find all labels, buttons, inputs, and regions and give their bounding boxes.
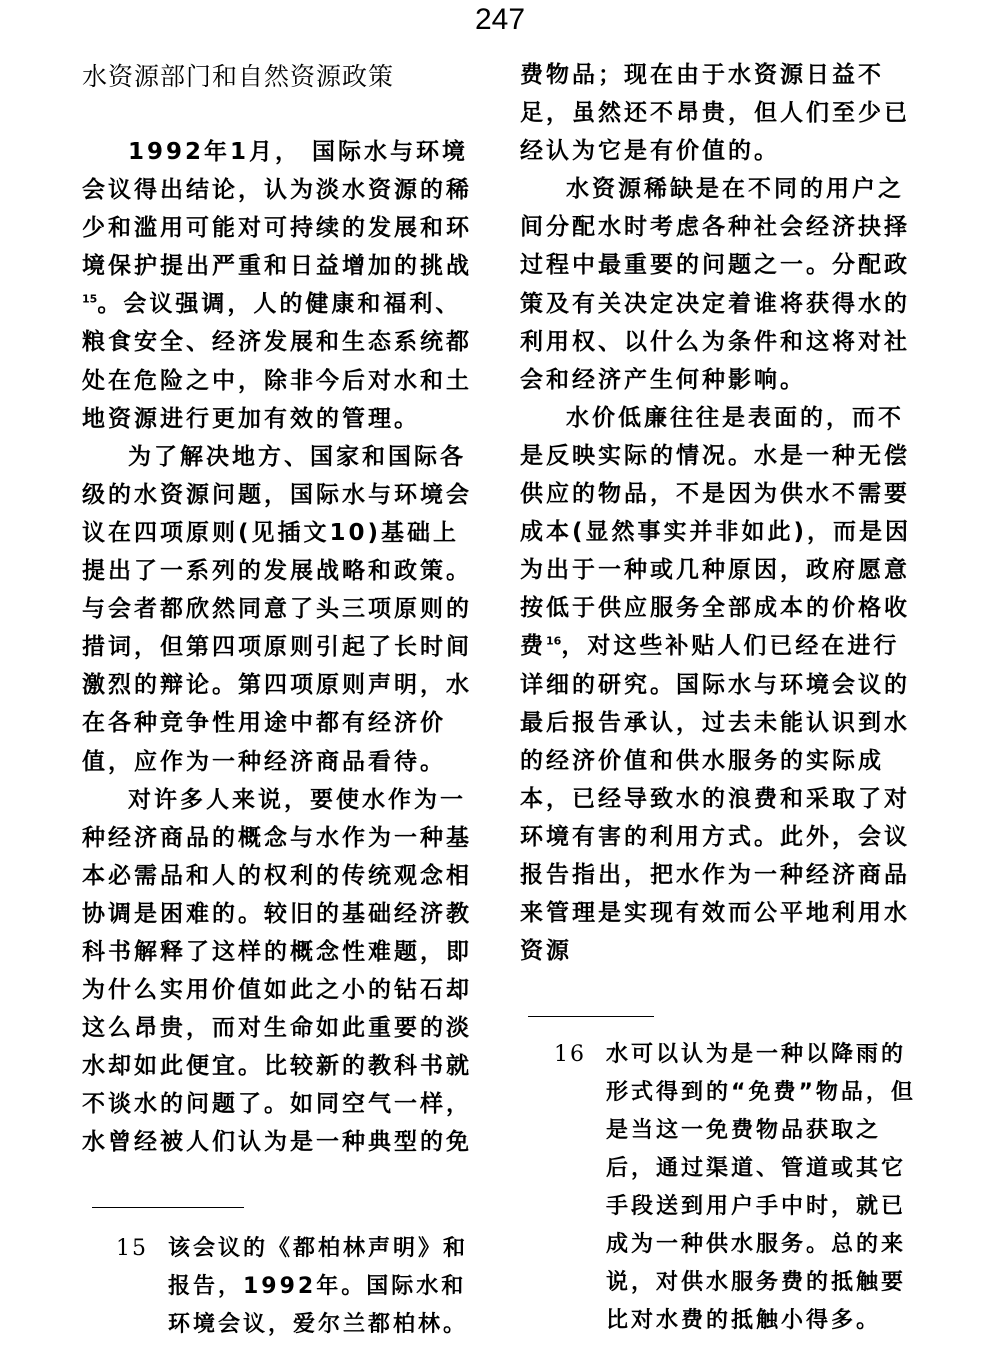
paragraph-text: 。会议强调，人的健康和福利、粮食安全、经济发展和生态系统都处在危险之中，除非今后对水和土地资源进行更加有效的管理。 xyxy=(82,291,472,432)
paragraph: 对许多人来说，要使水作为一种经济商品的概念与水作为一种基本必需品和人的权利的传统观念相协调是困难的。较旧的基础经济教科书解释了这样的概念性难题，即为什么实用价值如此之小的钻石却这么昂贵，而对生命如此重要的淡水却如此便宜。比较新的教科书就不谈水的问题了。如同空气一样，水曾经被人们认为是一种典型的免 xyxy=(82,786,472,1156)
footnote-number: 16 xyxy=(554,1042,586,1067)
footnote-number: 15 xyxy=(116,1236,148,1261)
paragraph xyxy=(520,399,920,970)
footnote-text: 该会议的《都柏林声明》和报告，1992年。国际水和环境会议，爱尔兰都柏林。 xyxy=(168,1236,469,1337)
footnote-text: 水可以认为是一种以降雨的形式得到的“免费”物品，但是当这一免费物品获取之后，通过渠道、管道或其它手段送到用户手中时，就已成为一种供水服务。总的来说，对供水服务费的抵触要比对水费的抵触小得多。 xyxy=(606,1042,916,1333)
paragraph-text: ，对这些补贴人们已经在进行详细的研究。国际水与环境会议的最后报告承认，过去未能认识到水的经济价值和供水服务的实际成本，已经导致水的浪费和采取了对环境有害的利用方式。此外，会议报告指出，把水作为一种经济商品来管理是实现有效而公平地利用水资源 xyxy=(520,633,910,965)
footnote-separator xyxy=(92,1207,244,1208)
footnote-ref-16: 16 xyxy=(546,634,562,648)
paragraph-text: 水价低廉往往是表面的，而不是反映实际的情况。水是一种无偿供应的物品，不是因为供水不需要成本(显然事实并非如此)，而是因为出于一种或几种原因，政府愿意按低于供应服务全部成本的价格收费 xyxy=(520,404,912,660)
paragraph: 为了解决地方、国家和国际各级的水资源问题，国际水与环境会议在四项原则(见插文10)基础上提出了一系列的发展战略和政策。与会者都欣然同意了头三项原则的措词，但第四项原则引起了长时间激烈的辩论。第四项原则声明，水在各种竞争性用途中都有经济价值，应作为一种经济商品看待。 xyxy=(82,443,472,775)
footnote-separator xyxy=(528,1016,654,1017)
left-body-text xyxy=(82,133,482,1162)
right-body-text xyxy=(520,56,920,970)
section-title: 水资源部门和自然资源政策 xyxy=(82,62,395,91)
paragraph: 水资源稀缺是在不同的用户之间分配水时考虑各种社会经济抉择过程中最重要的问题之一。分配政策及有关决定决定着谁将获得水的利用权、以什么为条件和这将对社会和经济产生何种影响。 xyxy=(520,176,910,393)
paragraph xyxy=(82,133,482,438)
page-number: 247 xyxy=(474,3,526,36)
paragraph-continuation: 费物品；现在由于水资源日益不足，虽然还不昂贵，但人们至少已经认为它是有价值的。 xyxy=(520,62,910,165)
footnote-ref-15: 15 xyxy=(82,292,98,306)
paragraph-text: 1992年1月， 国际水与环境会议得出结论，认为淡水资源的稀少和滥用可能对可持续的发展和环境保护提出严重和日益增加的挑战 xyxy=(82,139,472,280)
